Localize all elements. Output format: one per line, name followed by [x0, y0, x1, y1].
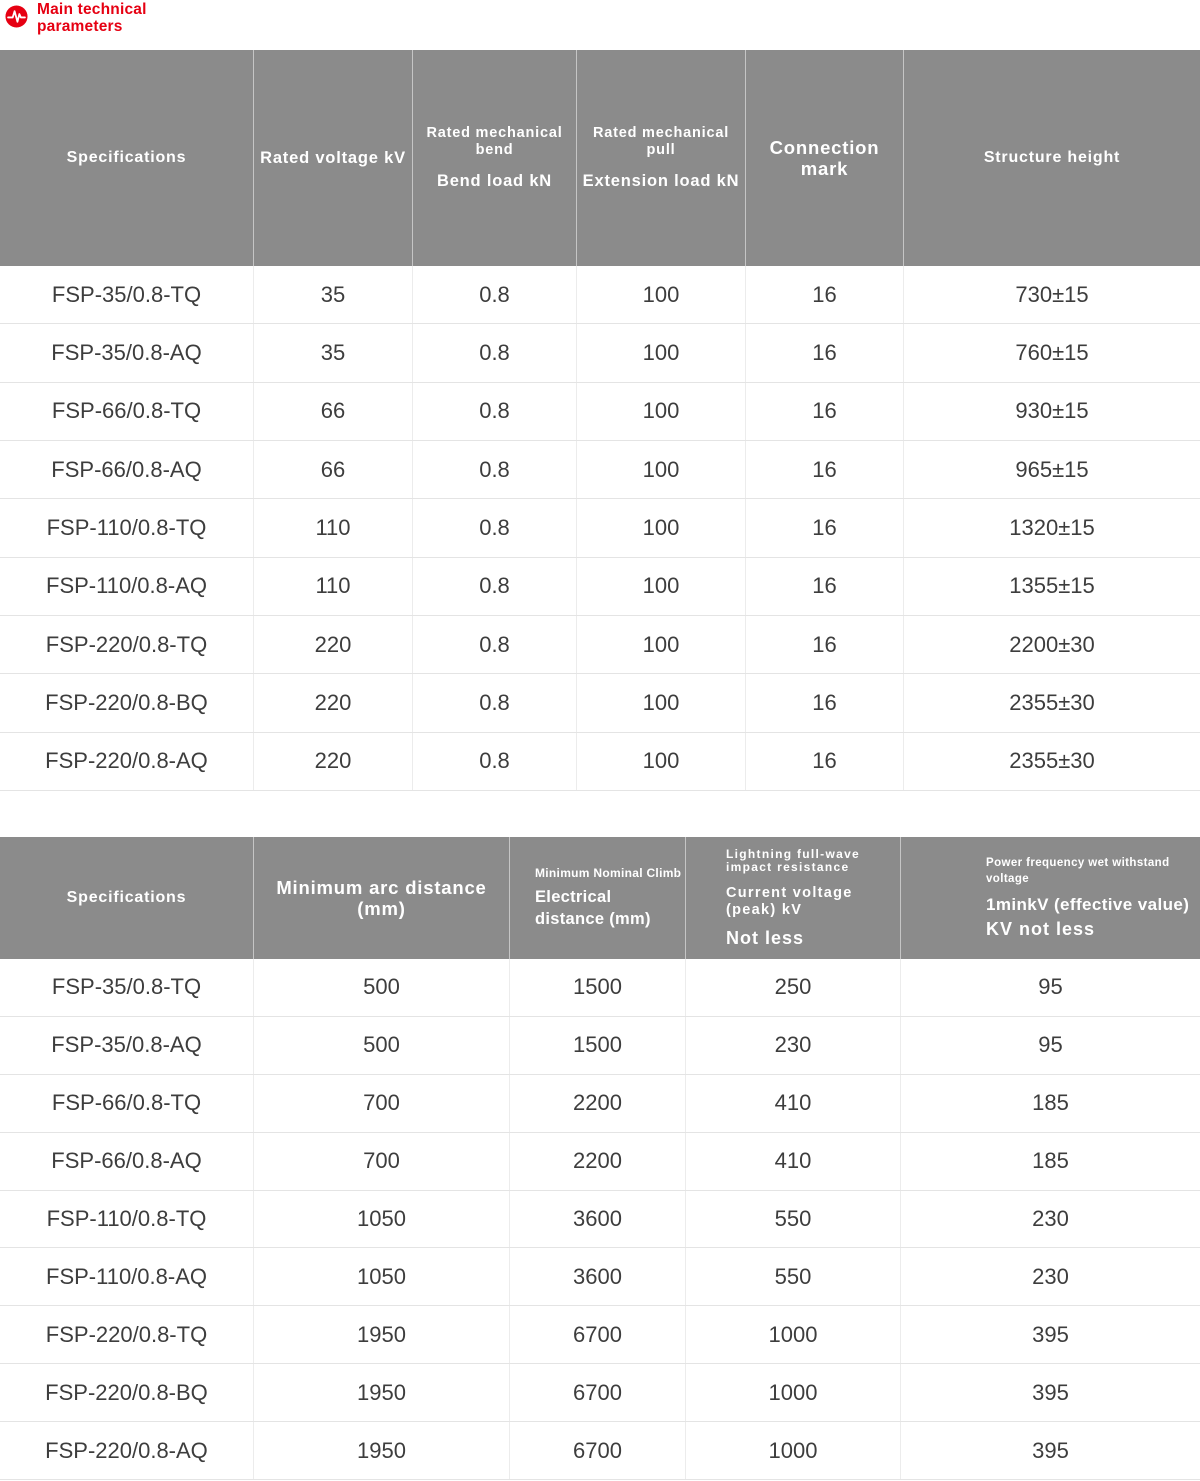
- table-cell: 2200±30: [903, 616, 1200, 673]
- header-line: Rated mechanical bend: [426, 124, 563, 158]
- header-line: Structure height: [983, 148, 1121, 166]
- table-row: [0, 558, 1200, 616]
- table-cell: 100: [576, 324, 745, 381]
- table-cell: 1320±15: [903, 499, 1200, 556]
- table-cell: 220: [253, 674, 412, 731]
- header-cell: [903, 50, 1200, 266]
- header-line: Power frequency wet withstand voltage: [986, 857, 1170, 885]
- table-cell: 16: [745, 674, 903, 731]
- table-cell: 185: [900, 1133, 1200, 1190]
- table-cell: FSP-110/0.8-AQ: [46, 1263, 207, 1289]
- header-line: Connection mark: [769, 136, 880, 179]
- table-cell: 35: [253, 324, 412, 381]
- table-cell: 1050: [253, 1248, 509, 1305]
- table-cell: 250: [685, 959, 900, 1016]
- table-row: [0, 266, 1200, 324]
- header-line: KV not less: [986, 918, 1096, 939]
- table-cell: 2355±30: [903, 674, 1200, 731]
- header-line: 1minkV (effective value): [986, 895, 1190, 915]
- table-cell: 930±15: [903, 383, 1200, 440]
- table-row: [0, 674, 1200, 732]
- table-cell: 110: [253, 499, 412, 556]
- table-row: [0, 1133, 1200, 1191]
- table-cell: 100: [576, 266, 745, 323]
- table-cell: 965±15: [903, 441, 1200, 498]
- header-cell: [0, 50, 253, 266]
- table-cell: 6700: [509, 1306, 685, 1363]
- table-cell: 1000: [685, 1364, 900, 1421]
- table-cell: FSP-66/0.8-TQ: [51, 398, 202, 424]
- table-cell: 0.8: [412, 616, 576, 673]
- table-body: [0, 959, 1200, 1480]
- table-cell: 6700: [509, 1364, 685, 1421]
- table-cell: 0.8: [412, 324, 576, 381]
- table-cell: 0.8: [412, 733, 576, 790]
- header-line: Rated mechanical pull: [592, 124, 730, 158]
- table-cell: 500: [253, 959, 509, 1016]
- table-row: [0, 1191, 1200, 1249]
- table-cell: 16: [745, 499, 903, 556]
- table-cell: 16: [745, 441, 903, 498]
- table-cell: FSP-66/0.8-AQ: [51, 1148, 202, 1174]
- table-cell: FSP-220/0.8-AQ: [45, 1437, 208, 1463]
- table-cell: FSP-220/0.8-TQ: [45, 631, 208, 657]
- table-row: [0, 1017, 1200, 1075]
- table-row: [0, 324, 1200, 382]
- table-cell: 16: [745, 616, 903, 673]
- table-cell: FSP-35/0.8-TQ: [51, 281, 202, 307]
- table-cell: 100: [576, 674, 745, 731]
- page-title-line1: Main technical: [37, 1, 147, 18]
- header-line: Specifications: [66, 888, 187, 906]
- table-cell: 185: [900, 1075, 1200, 1132]
- table-cell: 0.8: [412, 499, 576, 556]
- electrical-parameters-table: [0, 837, 1200, 1480]
- pulse-icon: [5, 5, 28, 28]
- header-line: Minimum arc distance (mm): [276, 876, 487, 919]
- header-line: Specifications: [66, 148, 187, 166]
- table-cell: 700: [253, 1133, 509, 1190]
- table-row: [0, 499, 1200, 557]
- table-cell: 760±15: [903, 324, 1200, 381]
- table-cell: FSP-35/0.8-AQ: [51, 339, 202, 365]
- table-cell: 0.8: [412, 558, 576, 615]
- table-row: [0, 616, 1200, 674]
- header-cell: [253, 50, 412, 266]
- table-cell: 1050: [253, 1191, 509, 1248]
- table-header-row: [0, 50, 1200, 266]
- page-title: [37, 2, 147, 35]
- header-line: Rated voltage kV: [260, 148, 406, 167]
- table-cell: 500: [253, 1017, 509, 1074]
- table-cell: 0.8: [412, 674, 576, 731]
- table-cell: 1950: [253, 1364, 509, 1421]
- table-cell: 6700: [509, 1422, 685, 1479]
- header-line: distance (mm): [535, 909, 651, 928]
- table-row: [0, 1248, 1200, 1306]
- table-cell: 66: [253, 441, 412, 498]
- table-cell: 220: [253, 616, 412, 673]
- table-row: [0, 1422, 1200, 1480]
- table-cell: 1000: [685, 1422, 900, 1479]
- table-cell: 16: [745, 266, 903, 323]
- header-line: Electrical: [535, 887, 612, 906]
- table-row: [0, 1075, 1200, 1133]
- table-cell: 16: [745, 733, 903, 790]
- table-cell: 1355±15: [903, 558, 1200, 615]
- header-line: Bend load kN: [436, 172, 553, 191]
- table-cell: FSP-220/0.8-BQ: [45, 689, 208, 715]
- table-cell: 100: [576, 733, 745, 790]
- table-cell: 550: [685, 1191, 900, 1248]
- table-cell: FSP-220/0.8-AQ: [45, 748, 208, 774]
- header-line: Lightning full-wave impact resistance: [726, 846, 861, 875]
- table-cell: FSP-35/0.8-TQ: [51, 974, 202, 1000]
- table-row: [0, 733, 1200, 791]
- page-title-line2: parameters: [37, 17, 123, 35]
- header-cell: [509, 837, 685, 959]
- table-cell: FSP-66/0.8-AQ: [51, 456, 202, 482]
- table-cell: 35: [253, 266, 412, 323]
- table-cell: FSP-110/0.8-AQ: [46, 573, 207, 599]
- table-row: [0, 1364, 1200, 1422]
- table-cell: 1500: [509, 1017, 685, 1074]
- table-cell: 395: [900, 1422, 1200, 1479]
- table-row: [0, 441, 1200, 499]
- table-cell: 2200: [509, 1133, 685, 1190]
- table-row: [0, 383, 1200, 441]
- table-cell: 16: [745, 383, 903, 440]
- table-cell: 16: [745, 558, 903, 615]
- table-cell: 1950: [253, 1306, 509, 1363]
- table-cell: 0.8: [412, 441, 576, 498]
- table-cell: FSP-220/0.8-TQ: [45, 1321, 208, 1347]
- table-cell: 395: [900, 1364, 1200, 1421]
- header-cell: [253, 837, 509, 959]
- table-row: [0, 959, 1200, 1017]
- header-cell: [900, 837, 1200, 959]
- table-cell: 230: [900, 1248, 1200, 1305]
- table-cell: 100: [576, 383, 745, 440]
- table-cell: 100: [576, 499, 745, 556]
- table-cell: 95: [900, 959, 1200, 1016]
- table-cell: 410: [685, 1075, 900, 1132]
- table-cell: 100: [576, 441, 745, 498]
- table-cell: 110: [253, 558, 412, 615]
- header-cell: [412, 50, 576, 266]
- table-cell: 100: [576, 558, 745, 615]
- table-cell: 550: [685, 1248, 900, 1305]
- table-header-row: [0, 837, 1200, 959]
- table-cell: FSP-110/0.8-TQ: [46, 514, 207, 540]
- table-cell: 95: [900, 1017, 1200, 1074]
- table-cell: 410: [685, 1133, 900, 1190]
- table-cell: 230: [900, 1191, 1200, 1248]
- table-cell: FSP-35/0.8-AQ: [51, 1032, 202, 1058]
- table-cell: 0.8: [412, 266, 576, 323]
- table-cell: 700: [253, 1075, 509, 1132]
- table-cell: FSP-220/0.8-BQ: [45, 1379, 208, 1405]
- table-cell: FSP-110/0.8-TQ: [46, 1205, 207, 1231]
- table-cell: 0.8: [412, 383, 576, 440]
- table-cell: 2200: [509, 1075, 685, 1132]
- table-cell: 3600: [509, 1248, 685, 1305]
- header-line: Not less: [726, 927, 805, 948]
- table-cell: 66: [253, 383, 412, 440]
- table-cell: 1500: [509, 959, 685, 1016]
- table-row: [0, 1306, 1200, 1364]
- page-header: [0, 0, 1200, 50]
- table-cell: 3600: [509, 1191, 685, 1248]
- header-line: Extension load kN: [582, 172, 740, 191]
- table-cell: 220: [253, 733, 412, 790]
- table-cell: 2355±30: [903, 733, 1200, 790]
- table-cell: 395: [900, 1306, 1200, 1363]
- table-body: [0, 266, 1200, 791]
- header-cell: [576, 50, 745, 266]
- table-cell: 1950: [253, 1422, 509, 1479]
- header-cell: [0, 837, 253, 959]
- header-line: Current voltage (peak) kV: [726, 885, 853, 918]
- table-cell: 730±15: [903, 266, 1200, 323]
- header-line: Minimum Nominal Climb: [535, 866, 682, 881]
- header-cell: [745, 50, 903, 266]
- table-cell: FSP-66/0.8-TQ: [51, 1090, 202, 1116]
- table-cell: 16: [745, 324, 903, 381]
- table-cell: 230: [685, 1017, 900, 1074]
- table-cell: 1000: [685, 1306, 900, 1363]
- mechanical-parameters-table: [0, 50, 1200, 791]
- header-cell: [685, 837, 900, 959]
- table-cell: 100: [576, 616, 745, 673]
